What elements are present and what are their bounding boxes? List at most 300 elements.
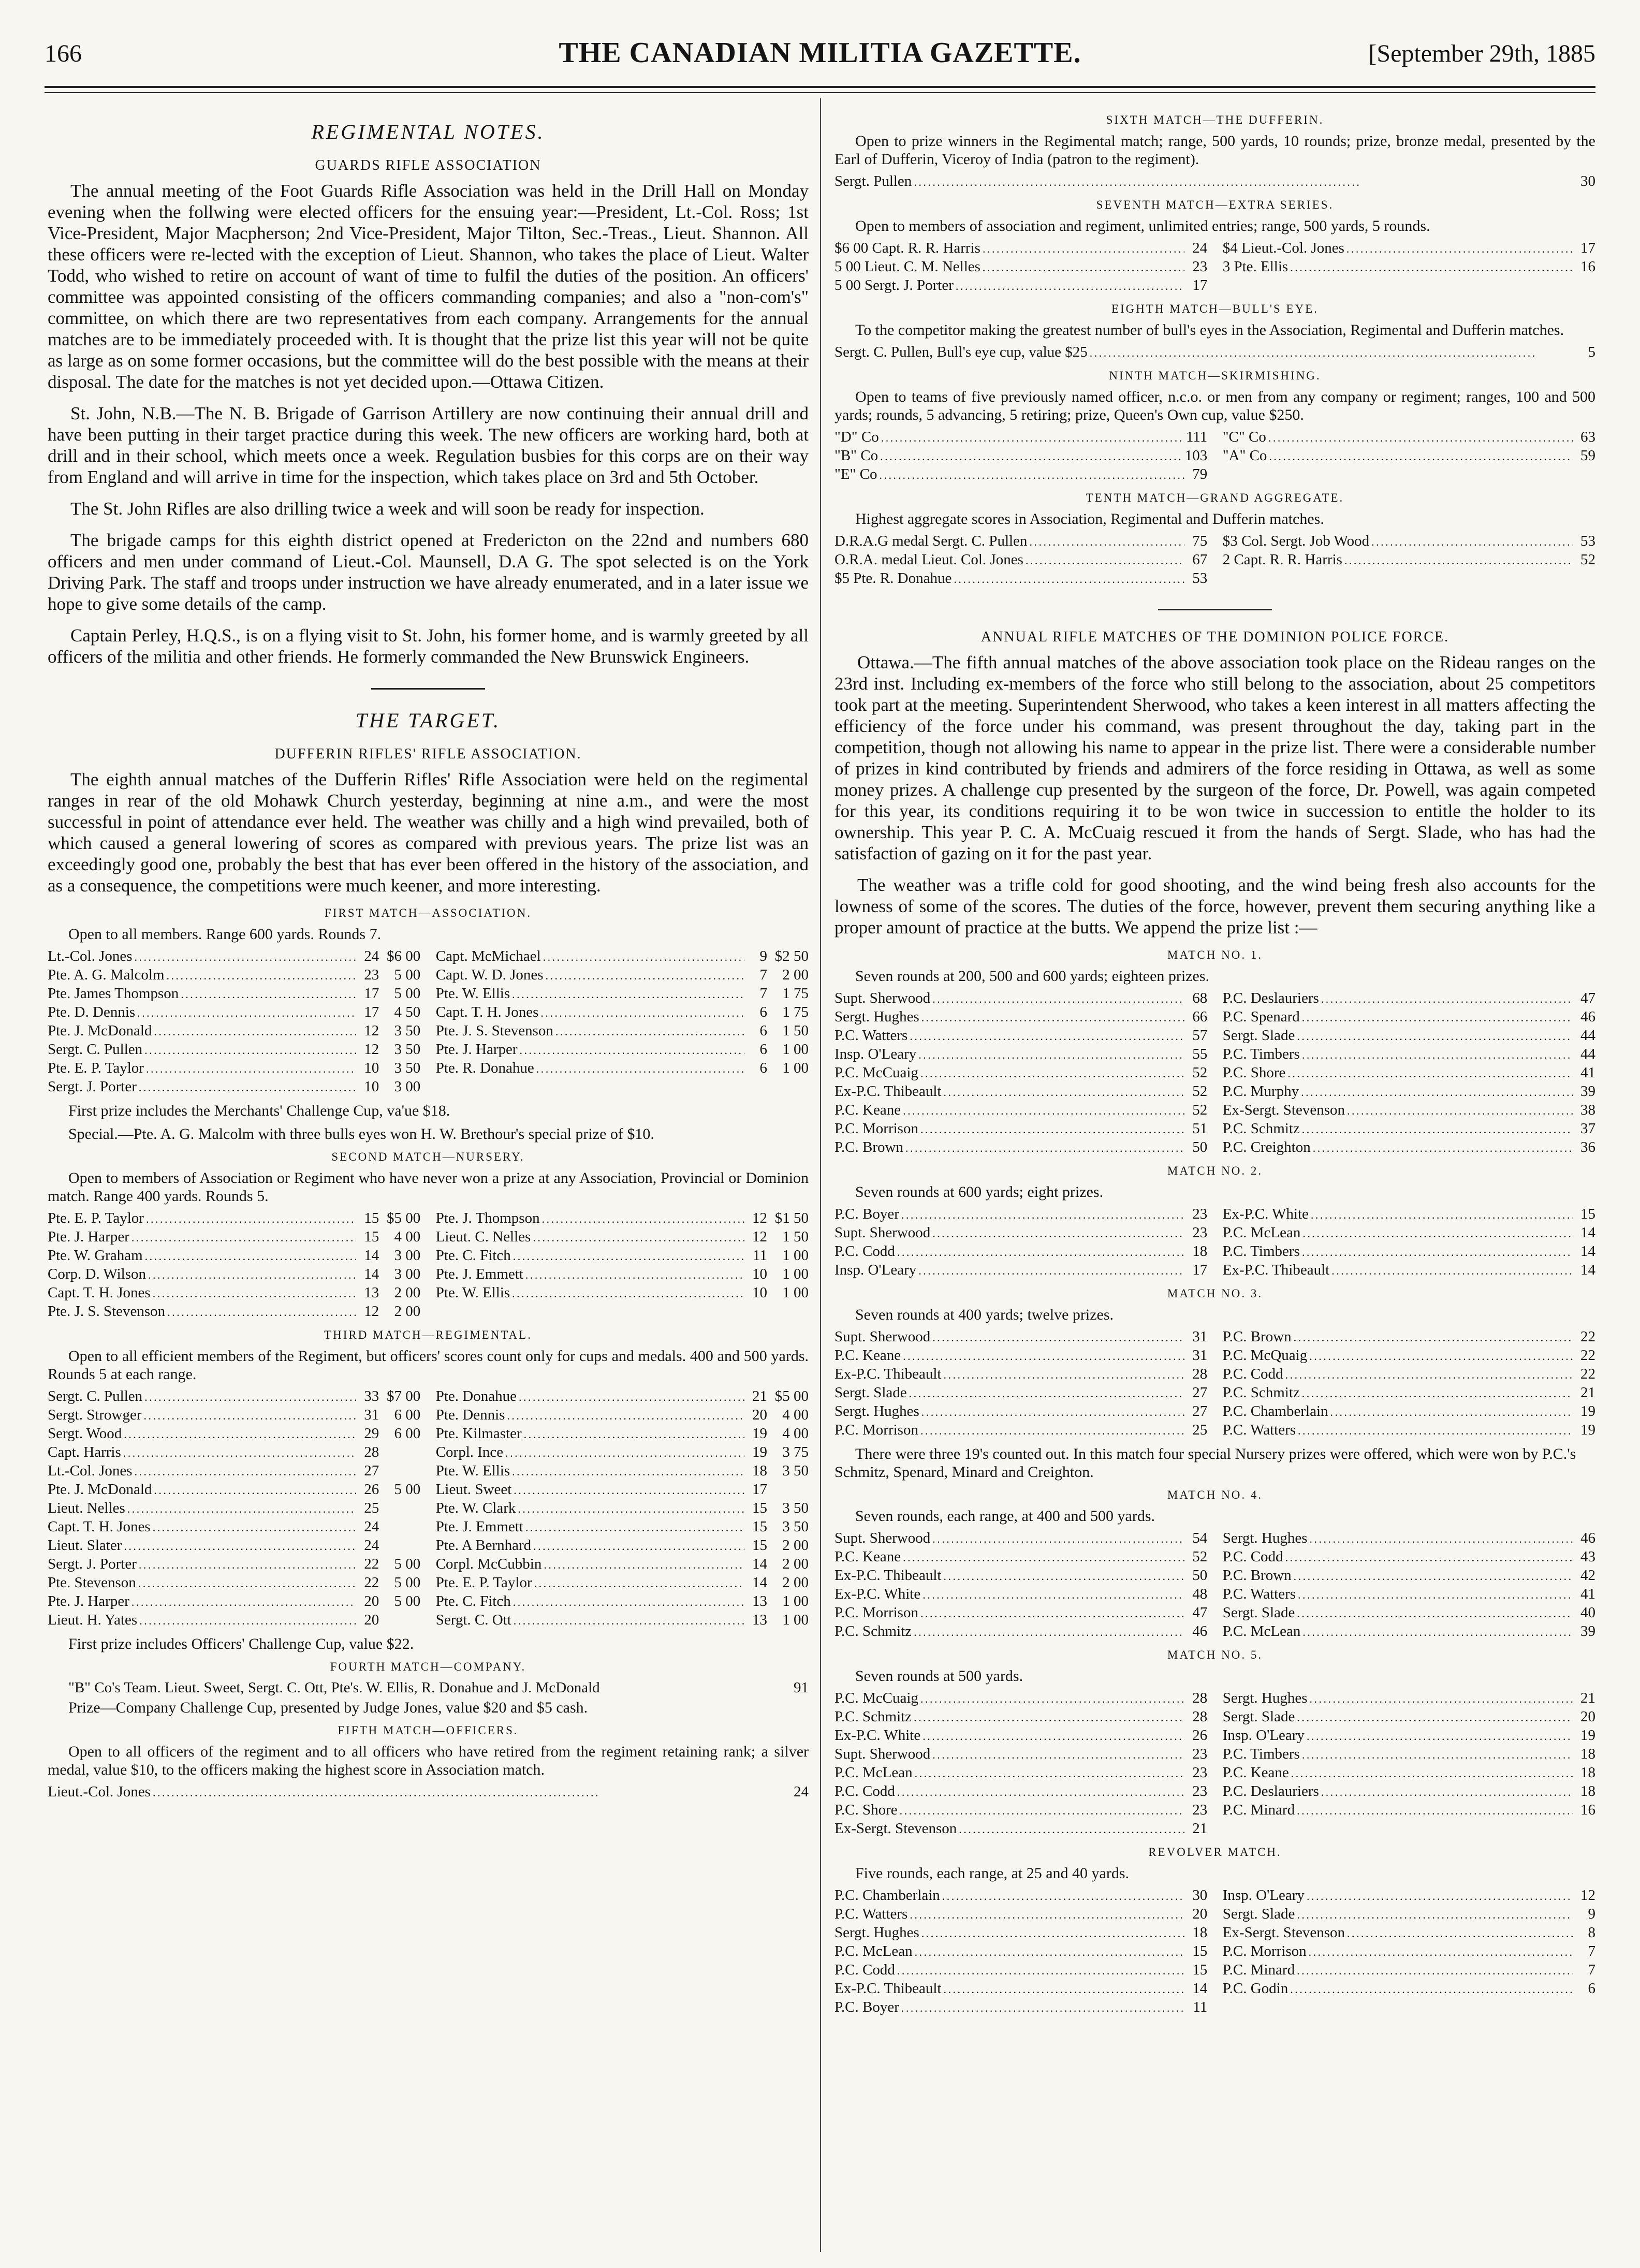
competitor-name: $6 00 Capt. R. R. Harris — [834, 240, 980, 256]
competitor-name: Capt. T. H. Jones — [48, 1518, 151, 1535]
match-title: SIXTH MATCH—THE DUFFERIN. — [1106, 113, 1324, 126]
result-row — [834, 1064, 1207, 1082]
leader-dots — [1321, 989, 1573, 1008]
leader-dots — [145, 1247, 357, 1265]
competitor-name: Supt. Sherwood — [834, 1328, 931, 1345]
score: 19 — [752, 1444, 767, 1460]
leader-dots — [520, 1041, 744, 1059]
leader-dots — [546, 966, 744, 985]
score: 15 — [1580, 1206, 1595, 1222]
leader-dots — [1287, 1064, 1573, 1082]
competitor-name: Pte. J. Harper — [435, 1041, 518, 1058]
competitor-name: P.C. Murphy — [1222, 1083, 1299, 1100]
score: 23 — [1192, 1746, 1208, 1762]
match-note: Prize—Company Challenge Cup, presented by Judge Jones, value $20 and $5 cash. — [68, 1699, 588, 1716]
score: 31 — [1192, 1328, 1208, 1345]
results-right — [436, 947, 809, 1096]
prize: 2 00 — [782, 967, 809, 983]
leader-dots — [1298, 1421, 1573, 1440]
score: 46 — [1192, 1623, 1208, 1640]
leader-dots — [525, 1518, 744, 1537]
competitor-name: P.C. Minard — [1222, 1962, 1295, 1978]
leader-dots — [914, 1708, 1184, 1726]
result-row — [834, 1101, 1207, 1120]
leader-dots — [514, 1481, 744, 1499]
paragraph: The weather was a trifle cold for good shooting, and the wind being fresh also accounts for the lowness of some of the scores. The duties of the force, however, prevent them securing anything like a proper amount of practice at the butts. We append the prize list :— — [834, 875, 1595, 938]
competitor-name: P.C. McQuaig — [1222, 1347, 1308, 1364]
score: 23 — [1192, 1206, 1208, 1222]
competitor-name: P.C. Keane — [834, 1347, 901, 1364]
result-row — [834, 172, 1595, 191]
result-row — [48, 1592, 420, 1611]
result-row — [1223, 1082, 1595, 1101]
prize: 3 75 — [782, 1444, 809, 1460]
match-conditions: Open to teams of five previously named officer, n.c.o. or men from any company or regiment; ranges, 100 and 500 yards; rounds, 5 advancing, 5 retiring; prize, Queen's Own cup, value $250. — [834, 388, 1595, 423]
results-right — [1223, 428, 1595, 484]
result-row — [48, 1003, 420, 1022]
result-row — [834, 1801, 1207, 1820]
score: 21 — [752, 1388, 767, 1404]
result-row — [834, 1529, 1207, 1548]
leader-dots — [507, 1406, 744, 1425]
competitor-name: P.C. Watters — [1222, 1586, 1296, 1602]
result-row — [48, 1611, 420, 1630]
score: 17 — [364, 1004, 379, 1020]
leader-dots — [1347, 1924, 1573, 1942]
leader-dots — [131, 1592, 356, 1611]
leader-dots — [153, 1518, 357, 1537]
result-row — [1223, 1261, 1595, 1280]
score: 21 — [1192, 1820, 1208, 1837]
leader-dots — [1297, 1801, 1573, 1820]
score: 14 — [364, 1247, 379, 1264]
competitor-name: Sergt. Hughes — [834, 1924, 919, 1941]
score: 15 — [752, 1500, 767, 1516]
leader-dots — [124, 1537, 356, 1555]
score: 12 — [752, 1228, 767, 1245]
result-row — [834, 551, 1207, 569]
score: 52 — [1580, 551, 1595, 568]
competitor-name: P.C. Godin — [1222, 1980, 1288, 1997]
police-match — [834, 1846, 1595, 2017]
competitor-name: Ex-P.C. White — [1222, 1206, 1309, 1222]
leader-dots — [897, 1782, 1184, 1801]
leader-dots — [544, 1555, 744, 1574]
section-divider — [371, 688, 485, 690]
competitor-name: P.C. Codd — [1222, 1366, 1283, 1382]
score: 39 — [1580, 1083, 1595, 1100]
score: 6 — [759, 1060, 767, 1076]
score: 44 — [1580, 1046, 1595, 1062]
results-right — [436, 1209, 809, 1321]
prize: $2 50 — [774, 948, 809, 964]
publication-title: THE CANADIAN MILITIA GAZETTE. — [559, 37, 1081, 69]
result-row — [48, 966, 420, 985]
competitor-name: P.C. Chamberlain — [1222, 1403, 1328, 1420]
leader-dots — [525, 1265, 744, 1284]
prize: 4 00 — [782, 1425, 809, 1442]
result-row — [1223, 1120, 1595, 1138]
score: 52 — [1192, 1064, 1208, 1081]
score: 25 — [1192, 1422, 1208, 1438]
result-row — [436, 985, 809, 1003]
competitor-name: Pte. J. McDonald — [48, 1481, 152, 1498]
score: 13 — [364, 1284, 379, 1301]
competitor-name: Supt. Sherwood — [834, 990, 931, 1006]
result-row — [48, 1425, 420, 1443]
score: 20 — [752, 1407, 767, 1423]
competitor-name: P.C. McLean — [834, 1764, 913, 1781]
score: 10 — [752, 1284, 767, 1301]
match-2 — [48, 1150, 809, 1321]
leader-dots — [879, 465, 1184, 484]
prize: 1 50 — [782, 1022, 809, 1039]
score: 21 — [1580, 1384, 1595, 1401]
results-right — [1223, 239, 1595, 295]
result-row — [834, 1205, 1207, 1224]
leader-dots — [153, 1783, 786, 1802]
leader-dots — [932, 989, 1184, 1008]
competitor-name: Sergt. J. Porter — [48, 1078, 137, 1095]
score: 15 — [364, 1228, 379, 1245]
competitor-name: Pte. E. P. Taylor — [48, 1060, 144, 1076]
competitor-name: Pte. J. S. Stevenson — [48, 1303, 166, 1320]
score: 22 — [364, 1556, 379, 1572]
score: 28 — [1192, 1690, 1208, 1706]
match-10 — [834, 491, 1595, 588]
prize: 5 00 — [394, 1593, 421, 1609]
score: 23 — [1192, 1802, 1208, 1818]
result-row — [436, 1518, 809, 1537]
competitor-name: P.C. Codd — [834, 1243, 895, 1260]
competitor-name: Insp. O'Leary — [1222, 1727, 1305, 1744]
leader-dots — [1371, 532, 1573, 551]
result-row — [834, 1942, 1207, 1961]
leader-dots — [956, 276, 1184, 295]
competitor-name: P.C. Creighton — [1222, 1139, 1311, 1155]
score: 15 — [752, 1537, 767, 1554]
leader-dots — [146, 1059, 356, 1078]
leader-dots — [914, 172, 1573, 191]
competitor-name: Supt. Sherwood — [834, 1746, 931, 1762]
score: 14 — [1580, 1224, 1595, 1241]
leader-dots — [1302, 1622, 1573, 1641]
competitor-name: Corpl. McCubbin — [435, 1556, 542, 1572]
score: 52 — [1192, 1548, 1208, 1565]
result-row — [834, 1082, 1207, 1101]
prize: $7 00 — [387, 1388, 421, 1404]
score: 7 — [759, 967, 767, 983]
competitor-name: P.C. Schmitz — [1222, 1120, 1300, 1137]
paragraph: The brigade camps for this eighth district opened at Fredericton on the 22nd and numbers 680 officers and men under command of Lieut.-Col. Maunsell, D.A G. The spot selected is on the York Driving Park. The staff and troops under instruction we have already enumerated, and in a later issue we hope to give some details of the camp. — [48, 530, 809, 614]
leader-dots — [138, 1574, 357, 1592]
result-row — [834, 276, 1207, 295]
competitor-name: Sergt. Slade — [1222, 1708, 1295, 1725]
issue-date: [September 29th, 1885 — [1368, 40, 1595, 67]
score: 6 — [759, 1022, 767, 1039]
result-row — [1223, 1622, 1595, 1641]
result-row — [834, 1328, 1207, 1347]
competitor-name: Pte. W. Clark — [435, 1500, 516, 1516]
score: 20 — [1580, 1708, 1595, 1725]
score: 19 — [1580, 1727, 1595, 1744]
leader-dots — [139, 1555, 356, 1574]
results-table — [834, 239, 1595, 295]
leader-dots — [124, 1425, 356, 1443]
result-row — [48, 1209, 420, 1228]
result-row — [834, 1820, 1207, 1838]
competitor-name: P.C. Keane — [834, 1548, 901, 1565]
leader-dots — [1290, 1980, 1573, 1998]
prize: 6 00 — [394, 1425, 421, 1442]
results-left — [834, 1886, 1207, 2017]
result-row — [1223, 1224, 1595, 1242]
match-title: FIFTH MATCH—OFFICERS. — [338, 1724, 519, 1737]
score: 27 — [364, 1462, 379, 1479]
leader-dots — [1297, 1708, 1573, 1726]
score: 68 — [1192, 990, 1208, 1006]
results-table — [834, 1205, 1595, 1280]
police-match — [834, 1648, 1595, 1838]
score: 25 — [364, 1500, 379, 1516]
leader-dots — [915, 1942, 1185, 1961]
competitor-name: P.C. Shore — [834, 1802, 898, 1818]
leader-dots — [943, 1980, 1184, 1998]
competitor-name: P.C. Shore — [1222, 1064, 1286, 1081]
leader-dots — [920, 1421, 1184, 1440]
competitor-name: Capt. T. H. Jones — [435, 1004, 539, 1020]
competitor-name: Pte. Donahue — [435, 1388, 517, 1404]
score: 36 — [1580, 1139, 1595, 1155]
result-row — [834, 532, 1207, 551]
score: 103 — [1184, 447, 1208, 464]
prize: 1 00 — [782, 1612, 809, 1628]
competitor-name: P.C. Boyer — [834, 1999, 899, 2015]
score: 19 — [1580, 1403, 1595, 1420]
prize: 1 00 — [782, 1247, 809, 1264]
prize: 5 00 — [394, 967, 421, 983]
score: 9 — [759, 948, 767, 964]
score: 75 — [1192, 533, 1208, 549]
competitor-name: P.C. Watters — [834, 1027, 908, 1044]
competitor-name: P.C. Keane — [834, 1102, 901, 1118]
score: 52 — [1192, 1083, 1208, 1100]
competitor-name: Pte. J. Harper — [48, 1228, 129, 1245]
leader-dots — [135, 947, 357, 966]
leader-dots — [153, 1284, 357, 1303]
leader-dots — [897, 1961, 1184, 1980]
score: 33 — [364, 1388, 379, 1404]
competitor-name: Sergt. Pullen — [834, 173, 912, 189]
competitor-name: Lieut. Slater — [48, 1537, 122, 1554]
leader-dots — [1291, 1764, 1573, 1782]
prize: 1 75 — [782, 1004, 809, 1020]
result-row — [436, 1555, 809, 1574]
result-row — [834, 1782, 1207, 1801]
result-row — [1223, 1689, 1595, 1708]
result-row — [436, 1059, 809, 1078]
competitor-name: $4 Lieut.-Col. Jones — [1222, 240, 1344, 256]
result-row — [1223, 1782, 1595, 1801]
competitor-name: Sergt. Hughes — [1222, 1530, 1308, 1546]
score: 16 — [1580, 1802, 1595, 1818]
score: 66 — [1192, 1008, 1208, 1025]
competitor-name: Sergt. C. Pullen — [48, 1041, 143, 1058]
competitor-name: Pte. J. Emmett — [435, 1518, 523, 1535]
score: 18 — [1580, 1764, 1595, 1781]
leader-dots — [921, 1402, 1185, 1421]
result-row — [834, 1548, 1207, 1567]
result-row — [436, 1462, 809, 1481]
result-row — [834, 428, 1207, 447]
leader-dots — [1302, 1224, 1573, 1242]
results-table — [48, 1209, 809, 1321]
leader-dots — [1269, 447, 1573, 465]
score: 10 — [364, 1078, 379, 1095]
score: 14 — [1192, 1980, 1208, 1997]
result-row — [834, 1585, 1207, 1604]
header-rule — [45, 86, 1595, 88]
competitor-name: Pte. W. Ellis — [435, 1284, 510, 1301]
target-title: THE TARGET. — [355, 709, 501, 732]
result-row — [834, 1008, 1207, 1027]
leader-dots — [536, 1059, 744, 1078]
leader-dots — [959, 1820, 1184, 1838]
prize: $6 00 — [387, 948, 421, 964]
result-row — [436, 1265, 809, 1284]
score: 31 — [364, 1407, 379, 1423]
score: 17 — [364, 985, 379, 1002]
score: 27 — [1192, 1384, 1208, 1401]
match-conditions: Open to all officers of the regiment and to all officers who have retired from the regiment retaining rank; a silver medal, value $10, to the officers making the highest score in Association match. — [48, 1743, 809, 1778]
result-row — [436, 1387, 809, 1406]
result-row — [834, 1138, 1207, 1157]
score: 23 — [1192, 258, 1208, 275]
prize: 4 50 — [394, 1004, 421, 1020]
leader-dots — [154, 1481, 356, 1499]
leader-dots — [1302, 1384, 1573, 1402]
score: 23 — [1192, 1764, 1208, 1781]
leader-dots — [1310, 1529, 1573, 1548]
paragraph: Captain Perley, H.Q.S., is on a flying visit to St. John, his former home, and is warmly greeted by all officers of the militia and other friends. He formerly commanded the New Brunswick Engineers. — [48, 625, 809, 667]
competitor-name: Sergt. Hughes — [834, 1403, 919, 1420]
result-row — [436, 1228, 809, 1247]
competitor-name: 3 Pte. Ellis — [1222, 258, 1288, 275]
score: 18 — [1580, 1746, 1595, 1762]
result-row — [1223, 1548, 1595, 1567]
competitor-name: Ex-P.C. White — [834, 1586, 921, 1602]
match-7 — [834, 198, 1595, 295]
result-row — [834, 258, 1207, 276]
result-row — [436, 1574, 809, 1592]
result-row — [834, 1622, 1207, 1641]
leader-dots — [920, 1064, 1184, 1082]
prize: 2 00 — [782, 1556, 809, 1572]
leader-dots — [1311, 1205, 1573, 1224]
result-row — [48, 1537, 420, 1555]
score: 30 — [1192, 1887, 1208, 1904]
prize: $5 00 — [774, 1388, 809, 1404]
score: 79 — [1192, 466, 1208, 482]
leader-dots — [1302, 1745, 1573, 1764]
leader-dots — [922, 1585, 1184, 1604]
competitor-name: Pte. C. Fitch — [435, 1593, 511, 1609]
match-title: FOURTH MATCH—COMPANY. — [330, 1660, 526, 1673]
result-row — [834, 989, 1207, 1008]
leader-dots — [1347, 1101, 1573, 1120]
competitor-name: Lieut. Nelles — [48, 1500, 125, 1516]
result-row — [1223, 1529, 1595, 1548]
score: 12 — [364, 1303, 379, 1320]
competitor-name: P.C. Timbers — [1222, 1243, 1300, 1260]
result-row — [1223, 1745, 1595, 1764]
score: 50 — [1192, 1567, 1208, 1584]
score: 46 — [1580, 1008, 1595, 1025]
leader-dots — [148, 1265, 356, 1284]
prize: 1 00 — [782, 1284, 809, 1301]
score: 53 — [1192, 570, 1208, 587]
score: 24 — [1192, 240, 1208, 256]
competitor-name: Pte. E. P. Taylor — [435, 1574, 532, 1591]
result-row — [436, 1209, 809, 1228]
leader-dots — [1330, 1402, 1573, 1421]
score: 16 — [1580, 258, 1595, 275]
leader-dots — [932, 1529, 1184, 1548]
competitor-name: Pte. E. P. Taylor — [48, 1210, 144, 1226]
score: 23 — [1192, 1224, 1208, 1241]
results-left — [834, 1328, 1207, 1440]
score: 31 — [1192, 1347, 1208, 1364]
match-title: EIGHTH MATCH—BULL'S EYE. — [1111, 302, 1319, 315]
leader-dots — [1307, 1886, 1573, 1905]
match-conditions: To the competitor making the greatest number of bull's eyes in the Association, Regimental and Dufferin matches. — [855, 321, 1564, 339]
competitor-name: Pte. W. Ellis — [435, 985, 510, 1002]
leader-dots — [533, 1537, 744, 1555]
result-row — [436, 1003, 809, 1022]
result-row — [834, 1365, 1207, 1384]
result-row — [48, 1679, 809, 1696]
competitor-name: P.C. Brown — [1222, 1328, 1292, 1345]
score: 17 — [1192, 277, 1208, 294]
competitor-name: Sergt. Slade — [834, 1384, 907, 1401]
leader-dots — [144, 1406, 357, 1425]
match-title: TENTH MATCH—GRAND AGGREGATE. — [1086, 491, 1344, 504]
competitor-name: Sergt. J. Porter — [48, 1556, 137, 1572]
results-left — [834, 1689, 1207, 1838]
score: 10 — [752, 1266, 767, 1282]
prize: 1 00 — [782, 1593, 809, 1609]
score: 47 — [1192, 1604, 1208, 1621]
score: 20 — [1192, 1906, 1208, 1922]
score: 12 — [364, 1022, 379, 1039]
leader-dots — [1301, 1082, 1573, 1101]
leader-dots — [943, 1567, 1184, 1585]
leader-dots — [983, 239, 1184, 258]
score: 17 — [1580, 240, 1595, 256]
result-row — [1223, 1027, 1595, 1045]
result-row — [1223, 239, 1595, 258]
score: 15 — [1192, 1962, 1208, 1978]
result-row — [1223, 1205, 1595, 1224]
result-row — [834, 239, 1207, 258]
match-note: Special.—Pte. A. G. Malcolm with three bulls eyes won H. W. Brethour's special prize of $10. — [68, 1125, 654, 1143]
result-row — [1223, 1567, 1595, 1585]
leader-dots — [918, 1045, 1184, 1064]
score: 67 — [1192, 551, 1208, 568]
leader-dots — [519, 1387, 744, 1406]
competitor-name: P.C. McCuaig — [834, 1064, 918, 1081]
match-conditions: Seven rounds at 600 yards; eight prizes. — [855, 1183, 1104, 1201]
